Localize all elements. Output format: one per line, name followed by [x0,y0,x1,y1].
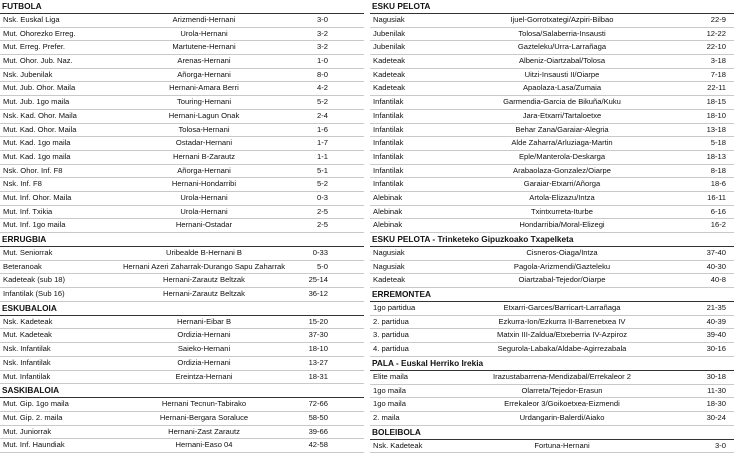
category-cell: Mut. Kad. Ohor. Maila [3,124,77,134]
match-cell: Ereintza-Hernani [175,371,233,381]
result-row [0,371,364,385]
score-cell: 30-16 [706,344,726,354]
result-row [0,288,364,302]
category-cell: Nsk. Euskal Liga [3,15,60,24]
result-row [370,316,734,330]
result-row [0,357,364,371]
result-row [0,439,364,453]
score-cell: 18-10 [706,110,726,120]
match-cell: Tolosa/Salaberria-Insausti [518,28,606,38]
section-title: BOLEIBOLA [370,426,734,440]
result-row [370,274,734,288]
score-cell: 1-0 [317,56,328,66]
match-cell: Garaiar-Etxarri/Añorga [523,179,601,189]
score-cell: 15-20 [308,316,328,326]
category-cell: Nsk. Kadeteak [3,316,53,326]
score-cell: 13-18 [706,124,726,134]
result-row [0,316,364,330]
category-cell: 2. maila [373,412,400,422]
result-row [0,398,364,412]
category-cell: Mut. Kadeteak [3,330,52,340]
left-column [0,0,364,453]
result-row [0,55,364,69]
category-cell: Mut. Seniorrak [3,248,53,257]
result-row [0,28,364,42]
score-cell: 5-2 [317,97,328,107]
score-cell: 16-11 [707,192,726,202]
section-title: SASKIBALOIA [0,384,364,398]
result-row [370,41,734,55]
result-row [370,398,734,412]
score-cell: 30-18 [706,371,726,381]
score-cell: 5-1 [317,165,328,175]
score-cell: 72-66 [308,399,328,409]
match-cell: Uitzi-Insausti II/Oiarpe [524,69,600,79]
match-cell: Hernani-Hondarribi [171,179,237,189]
score-cell: 30-24 [706,412,726,422]
result-row [370,178,734,192]
match-cell: Oiartzabal-Tejedor/Oiarpe [518,275,606,285]
category-cell: Mut. Inf. Ohor. Maila [3,192,72,202]
score-cell: 18-13 [706,151,726,161]
match-cell: Arizmendi-Hernani [172,15,236,24]
score-cell: 2-5 [317,220,328,230]
result-row [370,261,734,275]
result-row [370,165,734,179]
category-cell: Mut. Kad. 1go maila [3,151,71,161]
match-cell: Urdangarin-Balerdi/Aiako [519,412,605,422]
score-cell: 40-8 [710,275,726,285]
result-row [370,206,734,220]
result-row [0,82,364,96]
category-cell: Kadeteak [373,56,406,66]
category-cell: Elite maila [373,371,409,381]
match-cell: Irazustabarrena-Mendizabal/Errekaleor 2 [492,371,632,381]
category-cell: Mut. Jub. Ohor. Maila [3,83,76,93]
category-cell: Mut. Ohor. Jub. Naz. [3,56,73,66]
match-cell: Hernani-Zarautz Beltzak [163,289,245,299]
result-row [0,247,364,261]
category-cell: 2. partidua [373,316,409,326]
category-cell: Kadeteak [373,69,406,79]
match-cell: Ostadar-Hernani [175,138,233,148]
match-cell: Hernani Tecnun-Tabirako [161,399,247,409]
result-row [0,329,364,343]
section-title: PALA - Euskal Herriko Irekia [370,357,734,371]
result-row [0,219,364,233]
score-cell: 21-35 [706,303,726,313]
category-cell: Mut. Ohorezko Erreg. [3,28,76,38]
match-cell: Hernani-Zarautz Beltzak [163,275,245,285]
match-cell: Hondarribia/Moral-Elizegi [519,220,605,230]
score-cell: 12-22 [706,28,726,38]
result-row [370,192,734,206]
result-row [370,302,734,316]
category-cell: 4. partidua [373,344,409,354]
result-row [370,329,734,343]
match-cell: Hernani B-Zarautz [172,151,236,161]
score-cell: 7-18 [710,69,726,79]
result-row [0,151,364,165]
match-cell: Gazteleku/Urra-Larrañaga [517,42,607,52]
category-cell: Mut. Inf. 1go maila [3,220,66,230]
result-row [370,110,734,124]
match-cell: Hernani-Lagun Onak [168,110,240,120]
result-row [370,343,734,357]
section-title: ERREMONTEA [370,288,734,302]
result-row [0,137,364,151]
match-cell: Hernani-Eibar B [176,316,232,326]
category-cell: Nsk. Infantilak [3,357,51,367]
category-cell: Infantilak [373,151,404,161]
category-cell: Infantilak [373,97,404,107]
result-row [370,124,734,138]
score-cell: 1-1 [317,151,328,161]
match-cell: Ordizia-Hernani [177,357,231,367]
score-cell: 2-4 [317,110,328,120]
result-row [0,14,364,28]
match-cell: Tolosa-Hernani [178,124,230,134]
score-cell: 18-6 [710,179,726,189]
match-cell: Hernani-Amara Berri [169,83,239,93]
score-cell: 13-27 [308,357,328,367]
match-cell: Hernani-Easo 04 [175,440,233,450]
category-cell: Alebinak [373,220,403,230]
match-cell: Touring-Hernani [176,97,232,107]
match-cell: Etxarri-Garces/Barricart-Larrañaga [503,303,621,313]
match-cell: Eple/Manterola-Deskarga [518,151,606,161]
match-cell: Pagola-Arizmendi/Gazteleku [513,261,611,271]
category-cell: Mut. Inf. Txikia [3,206,53,216]
result-row [0,110,364,124]
score-cell: 6-16 [710,206,726,216]
section-title: ESKUBALOIA [0,302,364,316]
category-cell: 1go partidua [373,303,416,313]
category-cell: 3. partidua [373,330,409,340]
match-cell: Arenas-Hernani [177,56,231,66]
match-cell: Alde Zaharra/Arluziaga-Martin [511,138,613,148]
result-row [370,371,734,385]
category-cell: Infantilak [373,179,404,189]
result-row [370,137,734,151]
score-cell: 3-0 [317,15,328,24]
section-title: ESKU PELOTA [370,0,734,14]
score-cell: 37-30 [308,330,328,340]
result-row [370,219,734,233]
score-cell: 18-15 [706,97,726,107]
score-cell: 3-2 [317,42,328,52]
result-row [370,440,734,453]
match-cell: Txintxurreta-Iturbe [530,206,594,216]
result-row [370,247,734,261]
match-cell: Ezkurra-Ion/Ezkurra II-Barrenetxea IV [498,316,626,326]
score-cell: 22-10 [706,42,726,52]
score-cell: 18-31 [308,371,328,381]
match-cell: Hernani-Zast Zarautz [168,426,240,436]
category-cell: Beteranoak [3,261,42,271]
category-cell: Nagusiak [373,261,405,271]
match-cell: Jara-Etxarri/Tartaloetxe [522,110,602,120]
category-cell: Mut. Erreg. Prefer. [3,42,66,52]
category-cell: Nsk. Kad. Ohor. Maila [3,110,77,120]
result-row [0,274,364,288]
score-cell: 1-6 [317,124,328,134]
match-cell: Hernani-Bergara Soraluce [159,412,249,422]
score-cell: 40-30 [706,261,726,271]
score-cell: 40-39 [706,316,726,326]
category-cell: Nsk. Inf. F8 [3,179,42,189]
score-cell: 8-18 [710,165,726,175]
category-cell: Jubenilak [373,42,406,52]
result-row [0,192,364,206]
category-cell: Mut. Juniorrak [3,426,52,436]
result-row [370,69,734,83]
score-cell: 3-0 [715,440,726,450]
result-row [370,151,734,165]
section-title: ERRUGBIA [0,233,364,247]
score-cell: 39-40 [706,330,726,340]
match-cell: Errekaleor 3/Goikoetxea-Eizmendi [504,399,620,409]
match-cell: Matxin III-Zaldua/Etxeberria IV-Azpiroz [497,330,627,340]
result-row [0,69,364,83]
category-cell: 1go maila [373,385,406,395]
score-cell: 18-10 [308,344,328,354]
result-row [0,412,364,426]
score-cell: 5-18 [710,138,726,148]
category-cell: Infantilak (Sub 16) [3,289,65,299]
category-cell: Mut. Kad. 1go maila [3,138,71,148]
result-row [0,261,364,275]
match-cell: Urola-Hernani [180,28,228,38]
category-cell: Infantilak [373,138,404,148]
match-cell: Hernani Azeri Zaharrak-Durango Sapu Zaharrak [122,261,286,271]
match-cell: Saieko-Hernani [177,344,231,354]
score-cell: 58-50 [308,412,328,422]
score-cell: 4-2 [317,83,328,93]
score-cell: 1-7 [317,138,328,148]
category-cell: 1go maila [373,399,406,409]
score-cell: 37-40 [706,248,726,257]
result-row [0,343,364,357]
match-cell: Urola-Hernani [180,192,228,202]
match-cell: Garmendia-Garcia de Bikuña/Kuku [503,97,621,107]
match-cell: Urola-Hernani [180,206,228,216]
category-cell: Mut. Gip. 2. maila [3,412,63,422]
score-cell: 0-3 [317,192,328,202]
result-row [0,206,364,220]
score-cell: 22-9 [710,15,726,24]
score-cell: 16-2 [710,220,726,230]
result-row [0,165,364,179]
match-cell: Artola-Elizazu/Intza [529,192,595,202]
category-cell: Mut. Infantilak [3,371,51,381]
score-cell: 0-33 [312,248,328,257]
result-row [370,55,734,69]
score-cell: 22-11 [707,83,726,93]
category-cell: Jubenilak [373,28,406,38]
category-cell: Alebinak [373,192,403,202]
result-row [0,124,364,138]
result-row [0,426,364,440]
category-cell: Nsk. Infantilak [3,344,51,354]
score-cell: 11-30 [707,385,726,395]
category-cell: Infantilak [373,165,404,175]
result-row [370,96,734,110]
match-cell: Ordizia-Hernani [177,330,231,340]
category-cell: Infantilak [373,124,404,134]
score-cell: 25-14 [308,275,328,285]
score-cell: 3-18 [710,56,726,66]
match-cell: Albeniz-Oiartzabal/Tolosa [518,56,606,66]
match-cell: Arabaolaza-Gonzalez/Oiarpe [513,165,611,175]
category-cell: Mut. Gip. 1go maila [3,399,69,409]
match-cell: Cisneros-Oiaga/Intza [526,248,598,257]
result-row [370,28,734,42]
score-cell: 36-12 [308,289,328,299]
match-cell: Martutene-Hernani [172,42,236,52]
score-cell: 18-30 [706,399,726,409]
score-cell: 3-2 [317,28,328,38]
match-cell: Behar Zana/Garaiar-Alegria [515,124,609,134]
score-cell: 8-0 [317,69,328,79]
category-cell: Nagusiak [373,15,405,24]
category-cell: Kadeteak (sub 18) [3,275,66,285]
category-cell: Nagusiak [373,248,405,257]
score-cell: 39-66 [308,426,328,436]
result-row [370,412,734,426]
category-cell: Nsk. Jubenilak [3,69,53,79]
category-cell: Kadeteak [373,275,406,285]
category-cell: Nsk. Kadeteak [373,440,423,450]
section-title: FUTBOLA [0,0,364,14]
category-cell: Mut. Inf. Haundiak [3,440,65,450]
result-row [370,385,734,399]
result-row [0,178,364,192]
match-cell: Uribealde B-Hernani B [166,248,242,257]
category-cell: Mut. Jub. 1go maila [3,97,70,107]
category-cell: Kadeteak [373,83,406,93]
category-cell: Nsk. Ohor. Inf. F8 [3,165,63,175]
result-row [370,14,734,28]
match-cell: Añorga-Hernani [177,69,231,79]
result-row [0,41,364,55]
match-cell: Hernani-Ostadar [175,220,233,230]
section-title: ESKU PELOTA - Trinketeko Gipuzkoako Txapelketa [370,233,734,247]
match-cell: Segurola-Labaka/Aldabe-Agirrezabala [497,344,627,354]
result-row [370,82,734,96]
category-cell: Infantilak [373,110,404,120]
score-cell: 42-58 [308,440,328,450]
match-cell: Añorga-Hernani [177,165,231,175]
category-cell: Alebinak [373,206,403,216]
result-row [0,96,364,110]
score-cell: 5-0 [317,261,328,271]
match-cell: Olarreta/Tejedor-Erasun [521,385,603,395]
score-cell: 5-2 [317,179,328,189]
match-cell: Fortuna-Hernani [534,440,590,450]
right-column [370,0,734,453]
match-cell: Ijuel-Gorrotxategi/Azpiri-Bilbao [510,15,614,24]
match-cell: Apaolaza-Lasa/Zumaia [522,83,602,93]
score-cell: 2-5 [317,206,328,216]
